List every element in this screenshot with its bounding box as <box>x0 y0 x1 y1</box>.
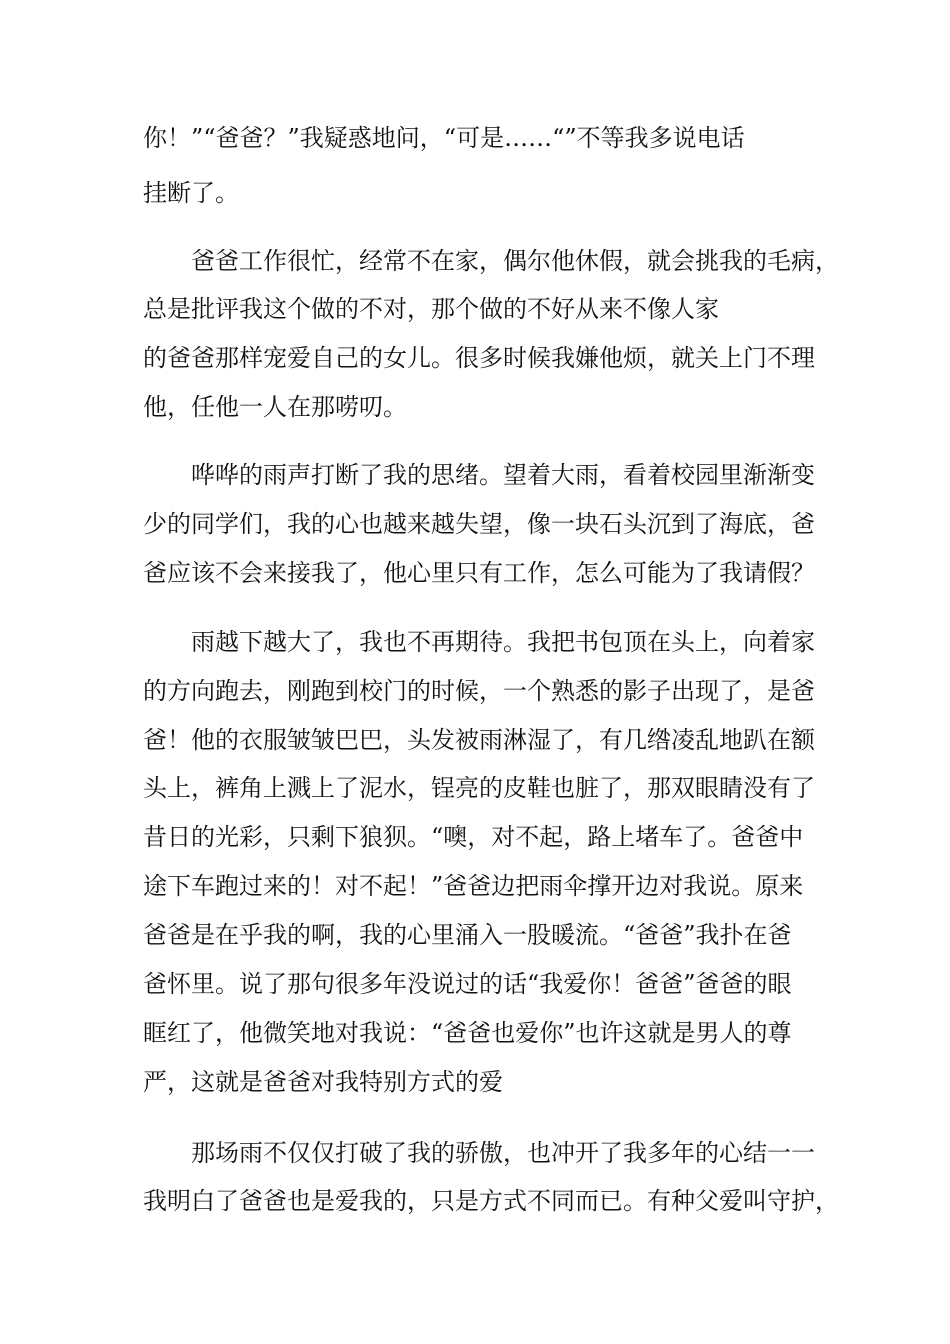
text-line: 爸！他的衣服皱皱巴巴，头发被雨淋湿了，有几绺凌乱地趴在额 <box>143 726 815 754</box>
text-line: 我明白了爸爸也是爱我的，只是方式不同而已。有种父爱叫守护， <box>143 1187 839 1215</box>
text-line: 总是批评我这个做的不对，那个做的不好从来不像人家 <box>143 295 719 323</box>
text-line: 严，这就是爸爸对我特别方式的爱 <box>143 1068 503 1096</box>
text-line: 爸爸是在乎我的啊，我的心里涌入一股暖流。“爸爸”我扑在爸 <box>143 921 792 949</box>
text-line: 爸应该不会来接我了，他心里只有工作，怎么可能为了我请假？ <box>143 559 815 587</box>
text-line: 哗哗的雨声打断了我的思绪。望着大雨，看着校园里渐渐变 <box>191 461 815 489</box>
text-line: 途下车跑过来的！对不起！”爸爸边把雨伞撑开边对我说。原来 <box>143 872 804 900</box>
text-line: 少的同学们，我的心也越来越失望，像一块石头沉到了海底，爸 <box>143 510 815 538</box>
text-line: 那场雨不仅仅打破了我的骄傲，也冲开了我多年的心结一一 <box>191 1139 815 1167</box>
text-line: 的爸爸那样宠爱自己的女儿。很多时候我嫌他烦，就关上门不理 <box>143 344 815 372</box>
text-line: 你！”“爸爸？”我疑惑地问，“可是……“”不等我多说电话 <box>143 124 745 152</box>
text-line: 的方向跑去，刚跑到校门的时候，一个熟悉的影子出现了，是爸 <box>143 677 815 705</box>
text-line: 爸爸工作很忙，经常不在家，偶尔他休假，就会挑我的毛病， <box>191 247 839 275</box>
text-line: 眶红了，他微笑地对我说：“爸爸也爱你”也许这就是男人的尊 <box>143 1019 792 1047</box>
text-line: 雨越下越大了，我也不再期待。我把书包顶在头上，向着家 <box>191 628 815 656</box>
text-line: 头上，裤角上溅上了泥水，锃亮的皮鞋也脏了，那双眼睛没有了 <box>143 774 815 802</box>
text-line: 昔日的光彩，只剩下狼狈。“噢，对不起，路上堵车了。爸爸中 <box>143 823 804 851</box>
text-line: 挂断了。 <box>143 179 239 207</box>
text-line: 他，任他一人在那唠叨。 <box>143 393 407 421</box>
text-line: 爸怀里。说了那句很多年没说过的话“我爱你！爸爸”爸爸的眼 <box>143 970 792 998</box>
